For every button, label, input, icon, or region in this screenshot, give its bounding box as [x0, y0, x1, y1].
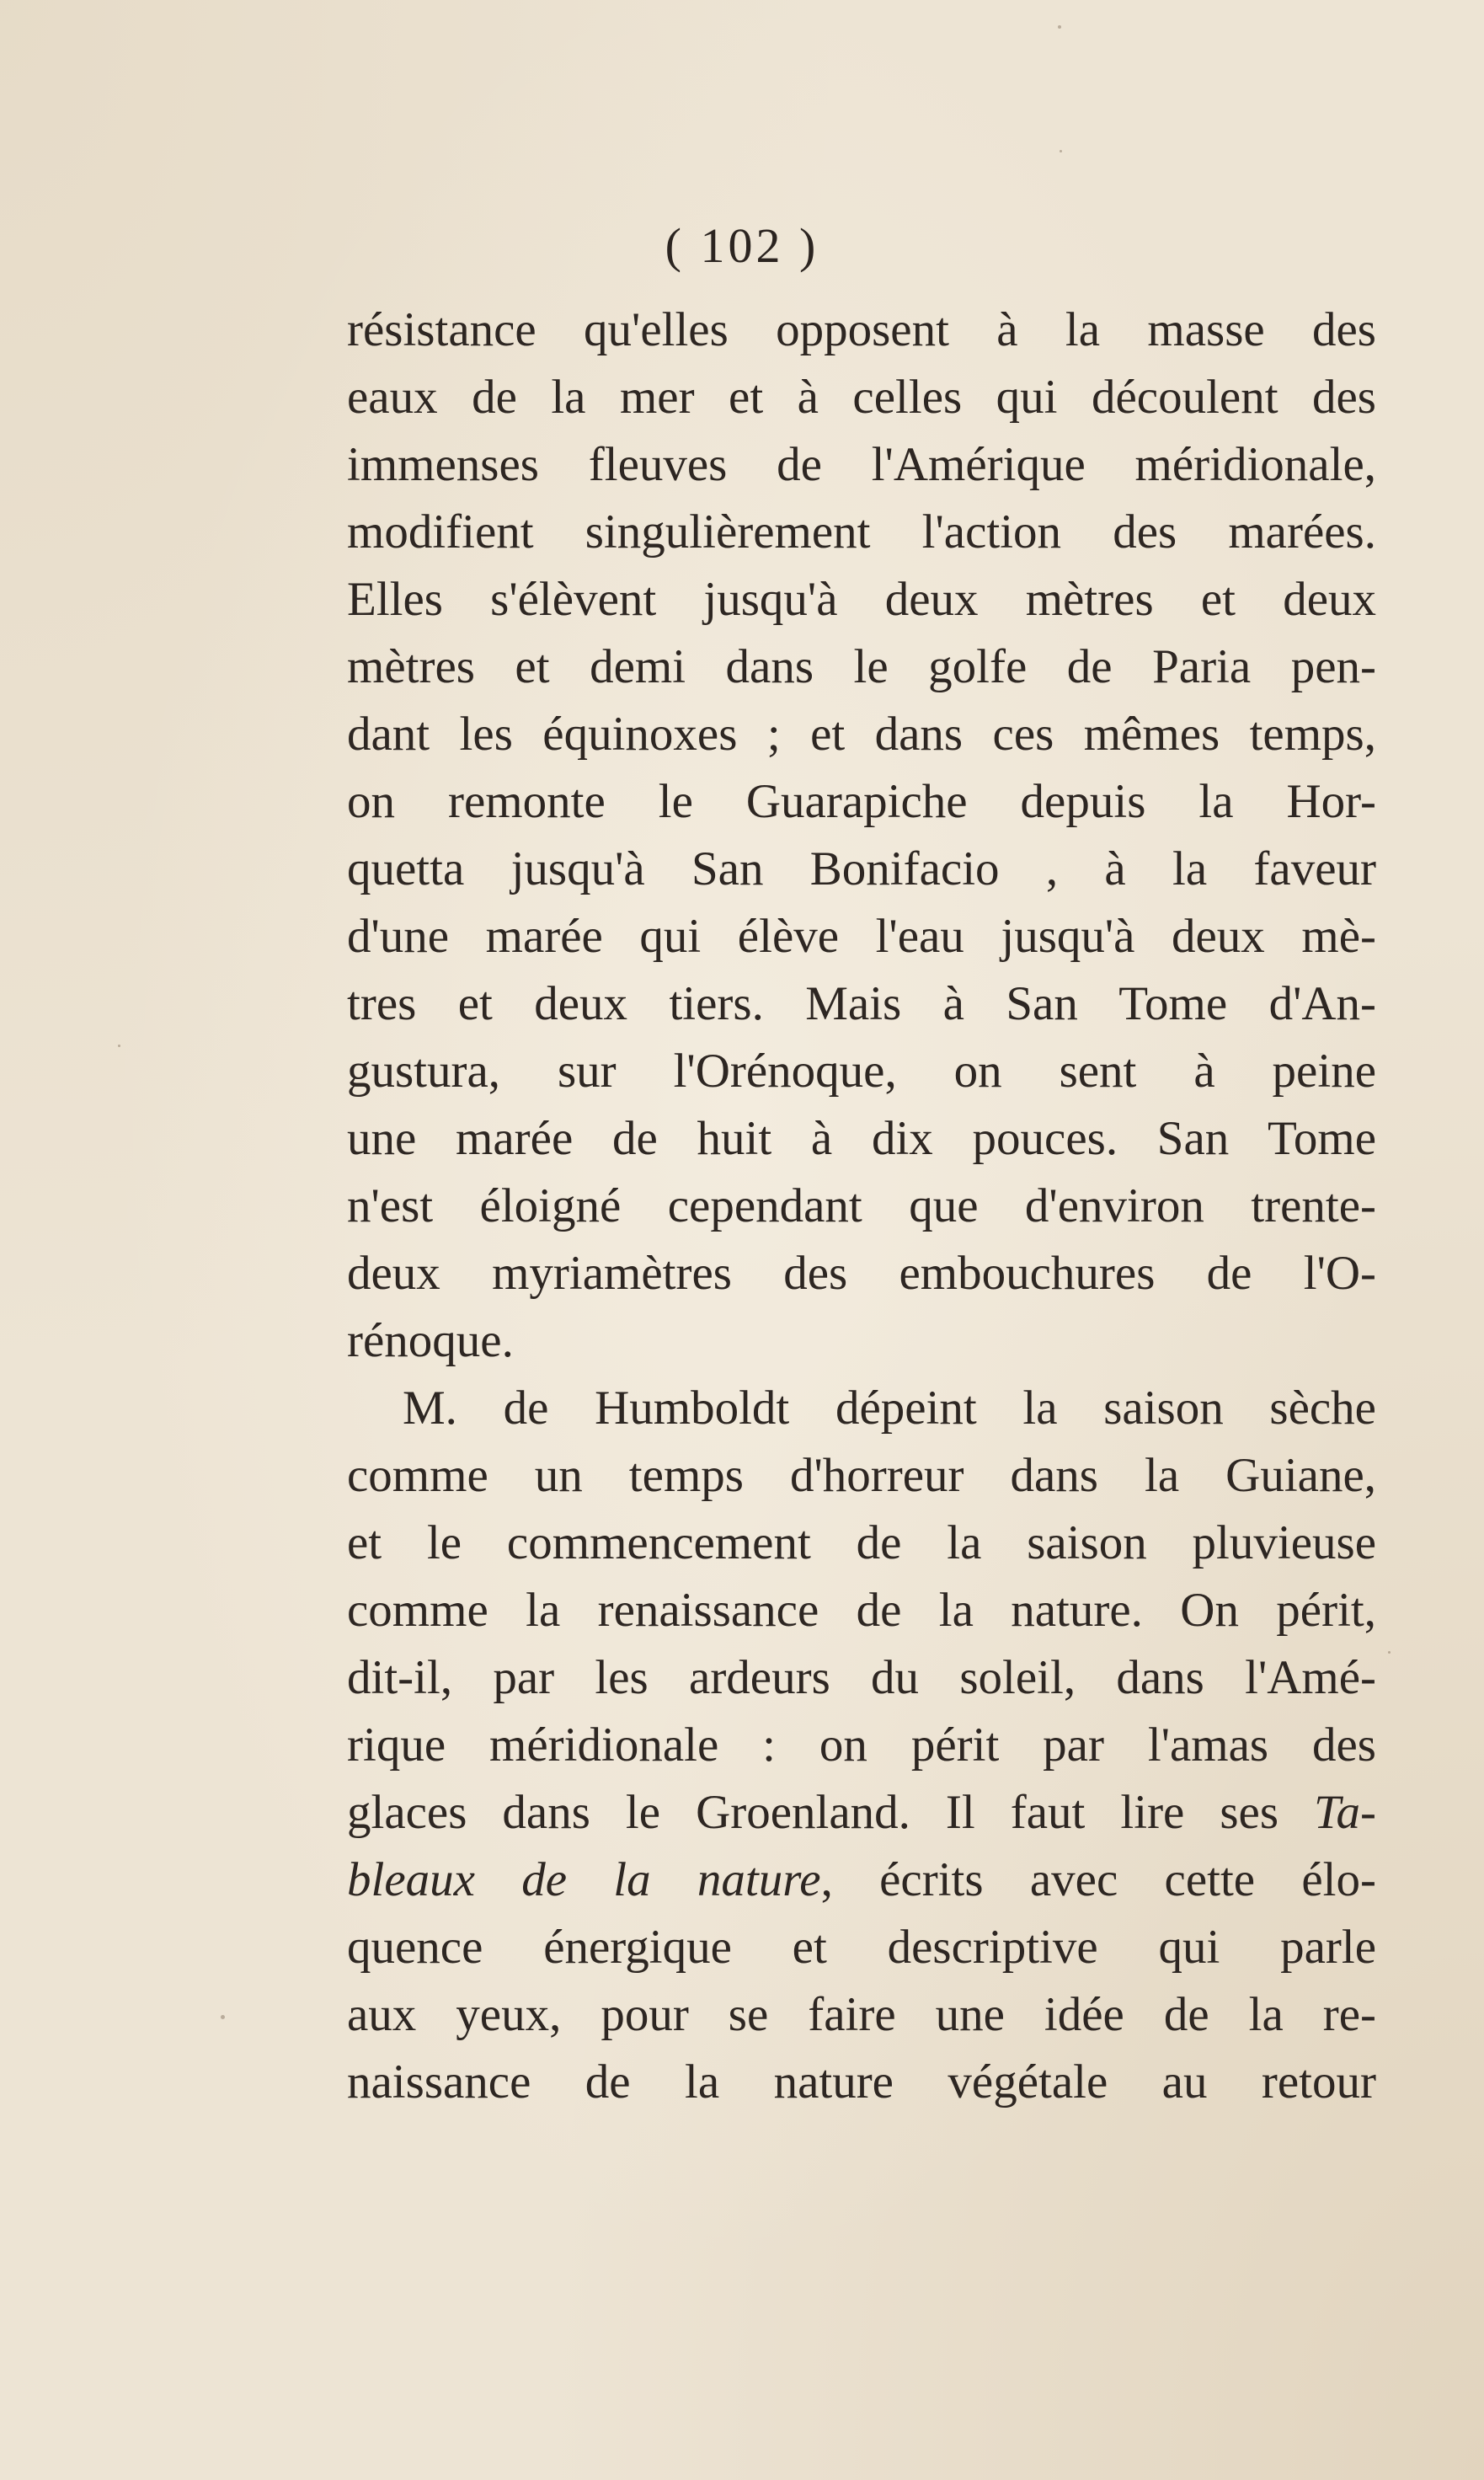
text-line: eaux de la mer et à celles qui découlent des	[347, 371, 1376, 424]
text-line: résistance qu'elles opposent à la masse des	[347, 303, 1376, 356]
text-line: gustura, sur l'Orénoque, on sent à peine	[347, 1045, 1376, 1098]
text-line: modifient singulièrement l'action des marées.	[347, 505, 1376, 559]
text-line: rénoque.	[347, 1314, 514, 1367]
text-line: quence énergique et descriptive qui parle	[347, 1921, 1376, 1974]
text-line	[347, 1779, 1376, 1847]
text-line: comme la renaissance de la nature. On périt,	[347, 1584, 1376, 1637]
text-line: immenses fleuves de l'Amérique méridionale,	[347, 438, 1376, 491]
text-line: dant les équinoxes ; et dans ces mêmes temps,	[347, 708, 1376, 761]
text-line: aux yeux, pour se faire une idée de la re-	[347, 1988, 1376, 2041]
text-line: une marée de huit à dix pouces. San Tome	[347, 1112, 1376, 1165]
text-line: naissance de la nature végétale au retour	[347, 2055, 1376, 2109]
text-line: et le commencement de la saison pluvieuse	[347, 1516, 1376, 1569]
italic-title: bleaux de la nature	[347, 1853, 821, 1906]
text-line: n'est éloigné cependant que d'environ trente-	[347, 1179, 1376, 1232]
text-line: deux myriamètres des embouchures de l'O-	[347, 1247, 1376, 1300]
text-line: on remonte le Guarapiche depuis la Hor-	[347, 775, 1376, 828]
text-line: d'une marée qui élève l'eau jusqu'à deux mè-	[347, 910, 1376, 963]
text-line: tres et deux tiers. Mais à San Tome d'An-	[347, 977, 1376, 1030]
text-line: quetta jusqu'à San Bonifacio , à la faveur	[347, 842, 1376, 895]
text-segment: glaces dans le Groenland. Il faut lire ses	[347, 1786, 1315, 1839]
text-line	[347, 1847, 1376, 1914]
text-segment: , écrits avec cette élo-	[820, 1853, 1376, 1906]
text-line: dit-il, par les ardeurs du soleil, dans l'Amé-	[347, 1651, 1376, 1704]
text-line: comme un temps d'horreur dans la Guiane,	[347, 1449, 1376, 1502]
page-number: ( 102 )	[665, 218, 819, 273]
body-text	[347, 297, 1376, 2116]
italic-title: Ta-	[1314, 1786, 1376, 1839]
text-line: M. de Humboldt dépeint la saison sèche	[403, 1382, 1376, 1435]
text-line: mètres et demi dans le golfe de Paria pen-	[347, 640, 1376, 693]
text-line: Elles s'élèvent jusqu'à deux mètres et deux	[347, 573, 1376, 626]
text-line: rique méridionale : on périt par l'amas des	[347, 1718, 1376, 1772]
